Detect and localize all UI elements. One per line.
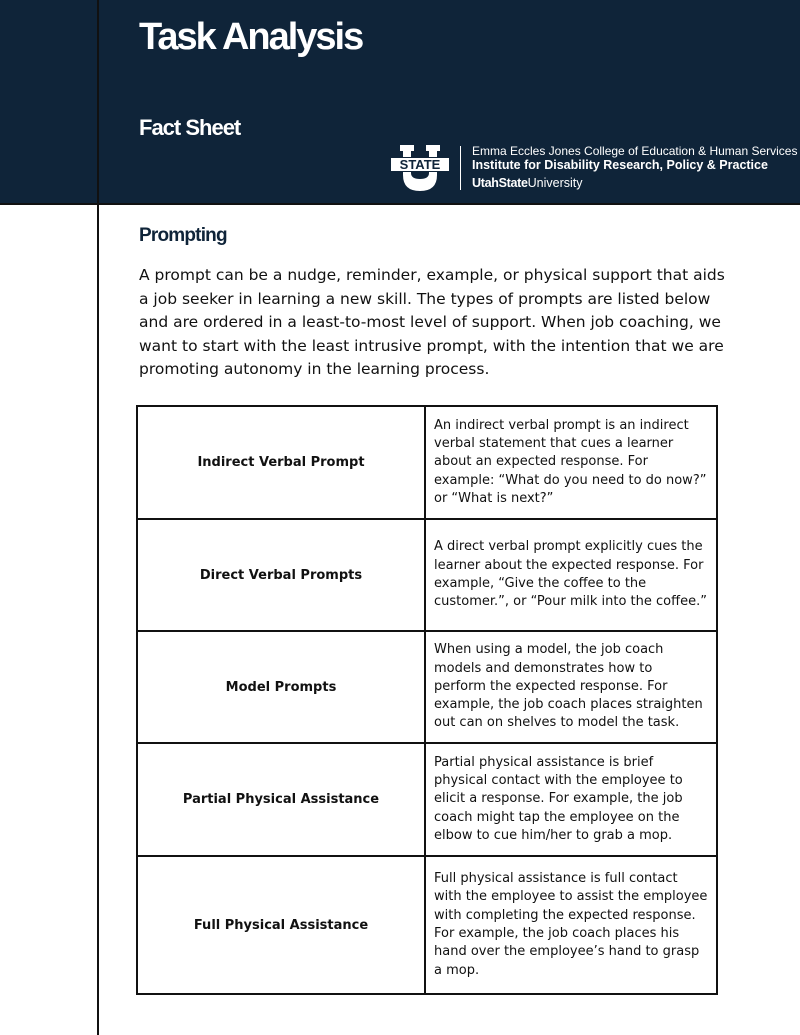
header-rule-horizontal bbox=[0, 203, 800, 205]
section-title: Prompting bbox=[139, 225, 227, 246]
prompt-types-table bbox=[136, 405, 718, 995]
college-name: Emma Eccles Jones College of Education & Human Services bbox=[472, 144, 798, 158]
logo-mark-text: STATE bbox=[399, 157, 441, 172]
intro-paragraph: A prompt can be a nudge, reminder, example, or physical support that aids a job seeker in learning a new skill. The types of prompts are listed below and are ordered in a least-to-most level of support. When job coaching, we want to start with the least intrusive prompt, with the intention that we are promoting autonomy in the learning process. bbox=[139, 266, 725, 378]
prompt-name: Partial Physical Assistance bbox=[137, 743, 425, 856]
university-name-bold: UtahState bbox=[472, 176, 528, 190]
table-row bbox=[137, 856, 717, 994]
table-row bbox=[137, 631, 717, 743]
prompt-name: Model Prompts bbox=[137, 631, 425, 743]
university-name-regular: University bbox=[527, 176, 583, 190]
prompt-description: Full physical assistance is full contact with the employee to assist the employee with completing the expected response. For example, the job coach places his hand over the employee’s hand to grasp a mop. bbox=[425, 856, 717, 994]
institute-name: Institute for Disability Research, Policy & Practice bbox=[472, 158, 768, 172]
prompt-name: Full Physical Assistance bbox=[137, 856, 425, 994]
document-title: Task Analysis bbox=[139, 16, 363, 58]
university-name bbox=[472, 176, 583, 190]
prompt-description: When using a model, the job coach models and demonstrates how to perform the expected response. For example, the job coach places straighten out can on shelves to model the task. bbox=[425, 631, 717, 743]
table-row bbox=[137, 743, 717, 856]
table-row bbox=[137, 519, 717, 631]
document-subtitle: Fact Sheet bbox=[139, 115, 241, 140]
prompt-description: A direct verbal prompt explicitly cues the learner about the expected response. For example, “Give the coffee to the customer.”, or “Pour milk into the coffee.” bbox=[425, 519, 717, 631]
header-banner bbox=[0, 0, 800, 204]
prompt-name: Direct Verbal Prompts bbox=[137, 519, 425, 631]
utah-state-u-logo-icon bbox=[390, 145, 450, 191]
logo-divider bbox=[460, 146, 461, 190]
prompt-description: Partial physical assistance is brief physical contact with the employee to elicit a response. For example, the job coach might tap the employee on the elbow to cue him/her to grab a mop. bbox=[425, 743, 717, 856]
table-row bbox=[137, 406, 717, 519]
prompt-name: Indirect Verbal Prompt bbox=[137, 406, 425, 519]
prompt-description: An indirect verbal prompt is an indirect verbal statement that cues a learner about an expected response. For example: “What do you need to do now?” or “What is next?” bbox=[425, 406, 717, 519]
margin-rule-vertical bbox=[97, 0, 99, 1035]
